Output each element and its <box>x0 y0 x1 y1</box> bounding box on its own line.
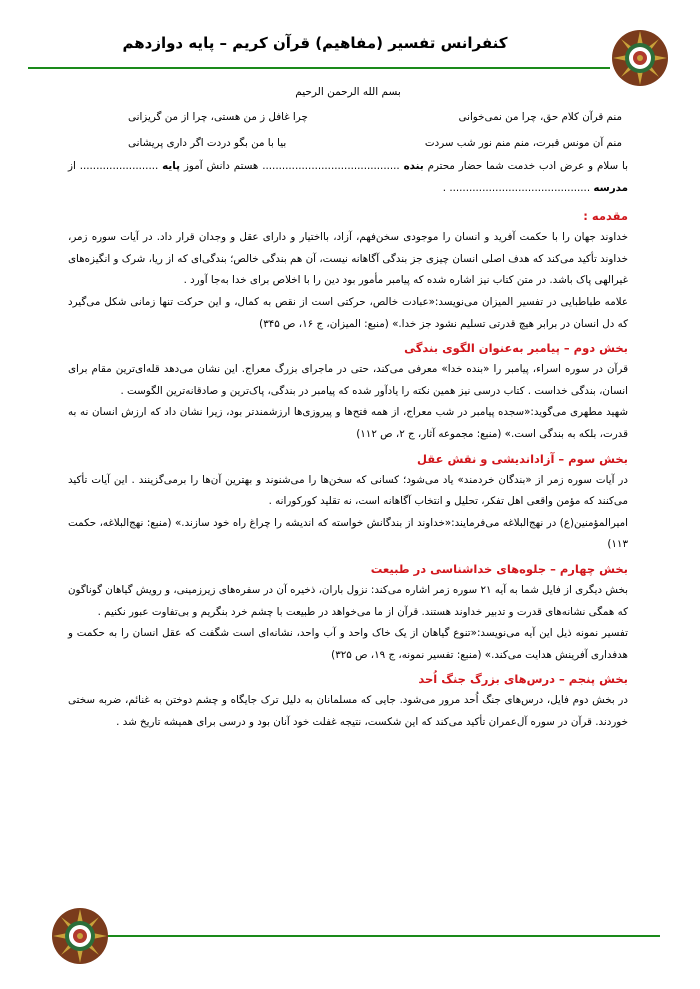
basmala: بسم الله الرحمن الرحیم <box>295 86 401 98</box>
section-paragraph: امیرالمؤمنین(ع) در نهج‌البلاغه می‌فرمایند:«خداوند از بندگانش خواسته که اندیشه را چراغ راه خود سازند.» (منبع: نهج‌البلاغه، حکمت ۱۱۳) <box>68 516 628 551</box>
poem-hemistich-right: منم قرآن کلام حق، چرا من نمی‌خوانی <box>458 111 622 123</box>
poem-hemistich-left: چرا غافل ز من هستی، چرا از من گریزانی <box>128 111 308 123</box>
section-heading: بخش پنجم – درس‌های بزرگ جنگ اُحد <box>418 672 628 687</box>
islamic-rosette-ornament-icon <box>610 28 670 88</box>
greeting-paragraph <box>68 156 628 199</box>
greeting-blank: .......................................... هستم دانش آموز <box>183 160 400 172</box>
section-paragraph: خداوند جهان را با حکمت آفرید و انسان را موجودی سخن‌فهم، آزاد، بااختیار و دارای عقل و وجدان قرار داد. در آیات سوره زمر، خداوند تأکید می‌کند که هدف اصلی انسان چیزی جز بندگی آگاهانه نیست، آن هم بندگی خالص؛ بندگی‌ای که از ریا، شرک و انگیزه‌های غیرالهی پاک باشد. در متن کتاب نیز اشاره شده که پیامبر مأمور بود دین را با اخلاص برای خدا به‌جا آورد . <box>68 231 628 287</box>
section-heading: بخش چهارم – جلوه‌های خداشناسی در طبیعت <box>370 561 628 576</box>
page-title: کنفرانس تفسیر (مفاهیم) قرآن کریم – پایه دوازدهم <box>122 34 508 52</box>
poem-hemistich-left: بیا با من بگو دردت اگر داری پریشانی <box>128 137 287 149</box>
section-paragraph: علامه طباطبایی در تفسیر المیزان می‌نویسد:«عبادت خالص، حرکتی است از نقص به کمال، و این حرکت تنها زمانی شکل می‌گیرد که دل انسان در برابر هیچ قدرتی تسلیم نشود جز خدا.» (منبع: المیزان، ج ۱۶، ص ۳۴۵) <box>68 295 628 330</box>
islamic-rosette-ornament-icon <box>50 906 110 966</box>
section-paragraph: در آیات سوره زمر از «بندگان خردمند» یاد می‌شود؛ کسانی که سخن‌ها را می‌شنوند و بهترین آن‌ها را برمی‌گزینند . این آیات تأکید می‌کنند که مؤمن واقعی اهل تفکر، تحلیل و انتخاب آگاهانه است، نه تقلید کورکورانه . <box>68 473 628 508</box>
greeting-blank: ........................................... . <box>442 181 591 194</box>
section-paragraph: در بخش دوم فایل، درس‌های جنگ اُحد مرور می‌شود. جایی که مسلمانان به دلیل ترک جایگاه و چشم دوختن به غنائم، ضربه سختی خوردند. قرآن در سوره آل‌عمران تأکید می‌کند که این شکست، نتیجه غفلت خود آنان بود و درسی برای همیشه تاریخ شد . <box>68 694 628 728</box>
section-heading: مقدمه : <box>583 209 628 224</box>
greeting-bold-word: پایه <box>162 160 181 172</box>
section-paragraph: شهید مطهری می‌گوید:«سجده پیامبر در شب معراج، از همه فتح‌ها و پیروزی‌ها ارزشمندتر بود، زیرا نشان داد که ارزش انسان نه به قدرت، بلکه به بندگی است.» (منبع: مجموعه آثار، ج ۲، ص ۱۱۲) <box>68 406 628 440</box>
poem-hemistich-right: منم آن مونس قبرت، منم منم نور شب سردت <box>424 137 622 149</box>
section-paragraph: تفسیر نمونه ذیل این آیه می‌نویسد:«تنوع گیاهان از یک خاک واحد و آب واحد، نشانه‌ای است شگفت که عقل انسان را به حکمت و هدفداری آفرینش هدایت می‌کند.» (منبع: تفسیر نمونه، ج ۱۹، ص ۳۲۵) <box>68 627 628 661</box>
greeting-bold-word: بنده <box>403 160 424 172</box>
greeting-bold-word: مدرسه <box>593 181 628 194</box>
section-paragraph: بخش دیگری از فایل شما به آیه ۲۱ سوره زمر اشاره می‌کند: نزول باران، ذخیره آن در سفره‌های زیرزمینی، و رویش گیاهان گوناگون که همگی نشانه‌های قدرت و تدبیر خداوند هستند. قرآن از ما می‌خواهد در طبیعت با چشم خرد بنگریم و بی‌تفاوت عبور نکنیم . <box>68 583 628 618</box>
document-body <box>68 80 628 733</box>
greeting-blank: ........................ از <box>68 160 159 172</box>
greeting-text: با سلام و عرض ادب خدمت شما حضار محترم <box>427 160 629 172</box>
footer-divider <box>100 935 660 937</box>
poem-verse <box>68 130 628 156</box>
header-divider <box>28 67 610 69</box>
section-paragraph: قرآن در سوره اسراء، پیامبر را «بنده خدا» معرفی می‌کند، حتی در ماجرای بزرگ معراج. این نشان می‌دهد قله‌ای‌ترین مقام برای انسان، بندگی خداست . کتاب درسی نیز همین نکته را یادآور شده که پیامبر در بندگی، پاک‌ترین و صادقانه‌ترین الگوست . <box>68 363 628 397</box>
section-heading: بخش سوم – آزاداندیشی و نقش عقل <box>417 451 628 466</box>
poem-verse <box>68 104 628 130</box>
section-heading: بخش دوم – پیامبر به‌عنوان الگوی بندگی <box>404 341 628 356</box>
